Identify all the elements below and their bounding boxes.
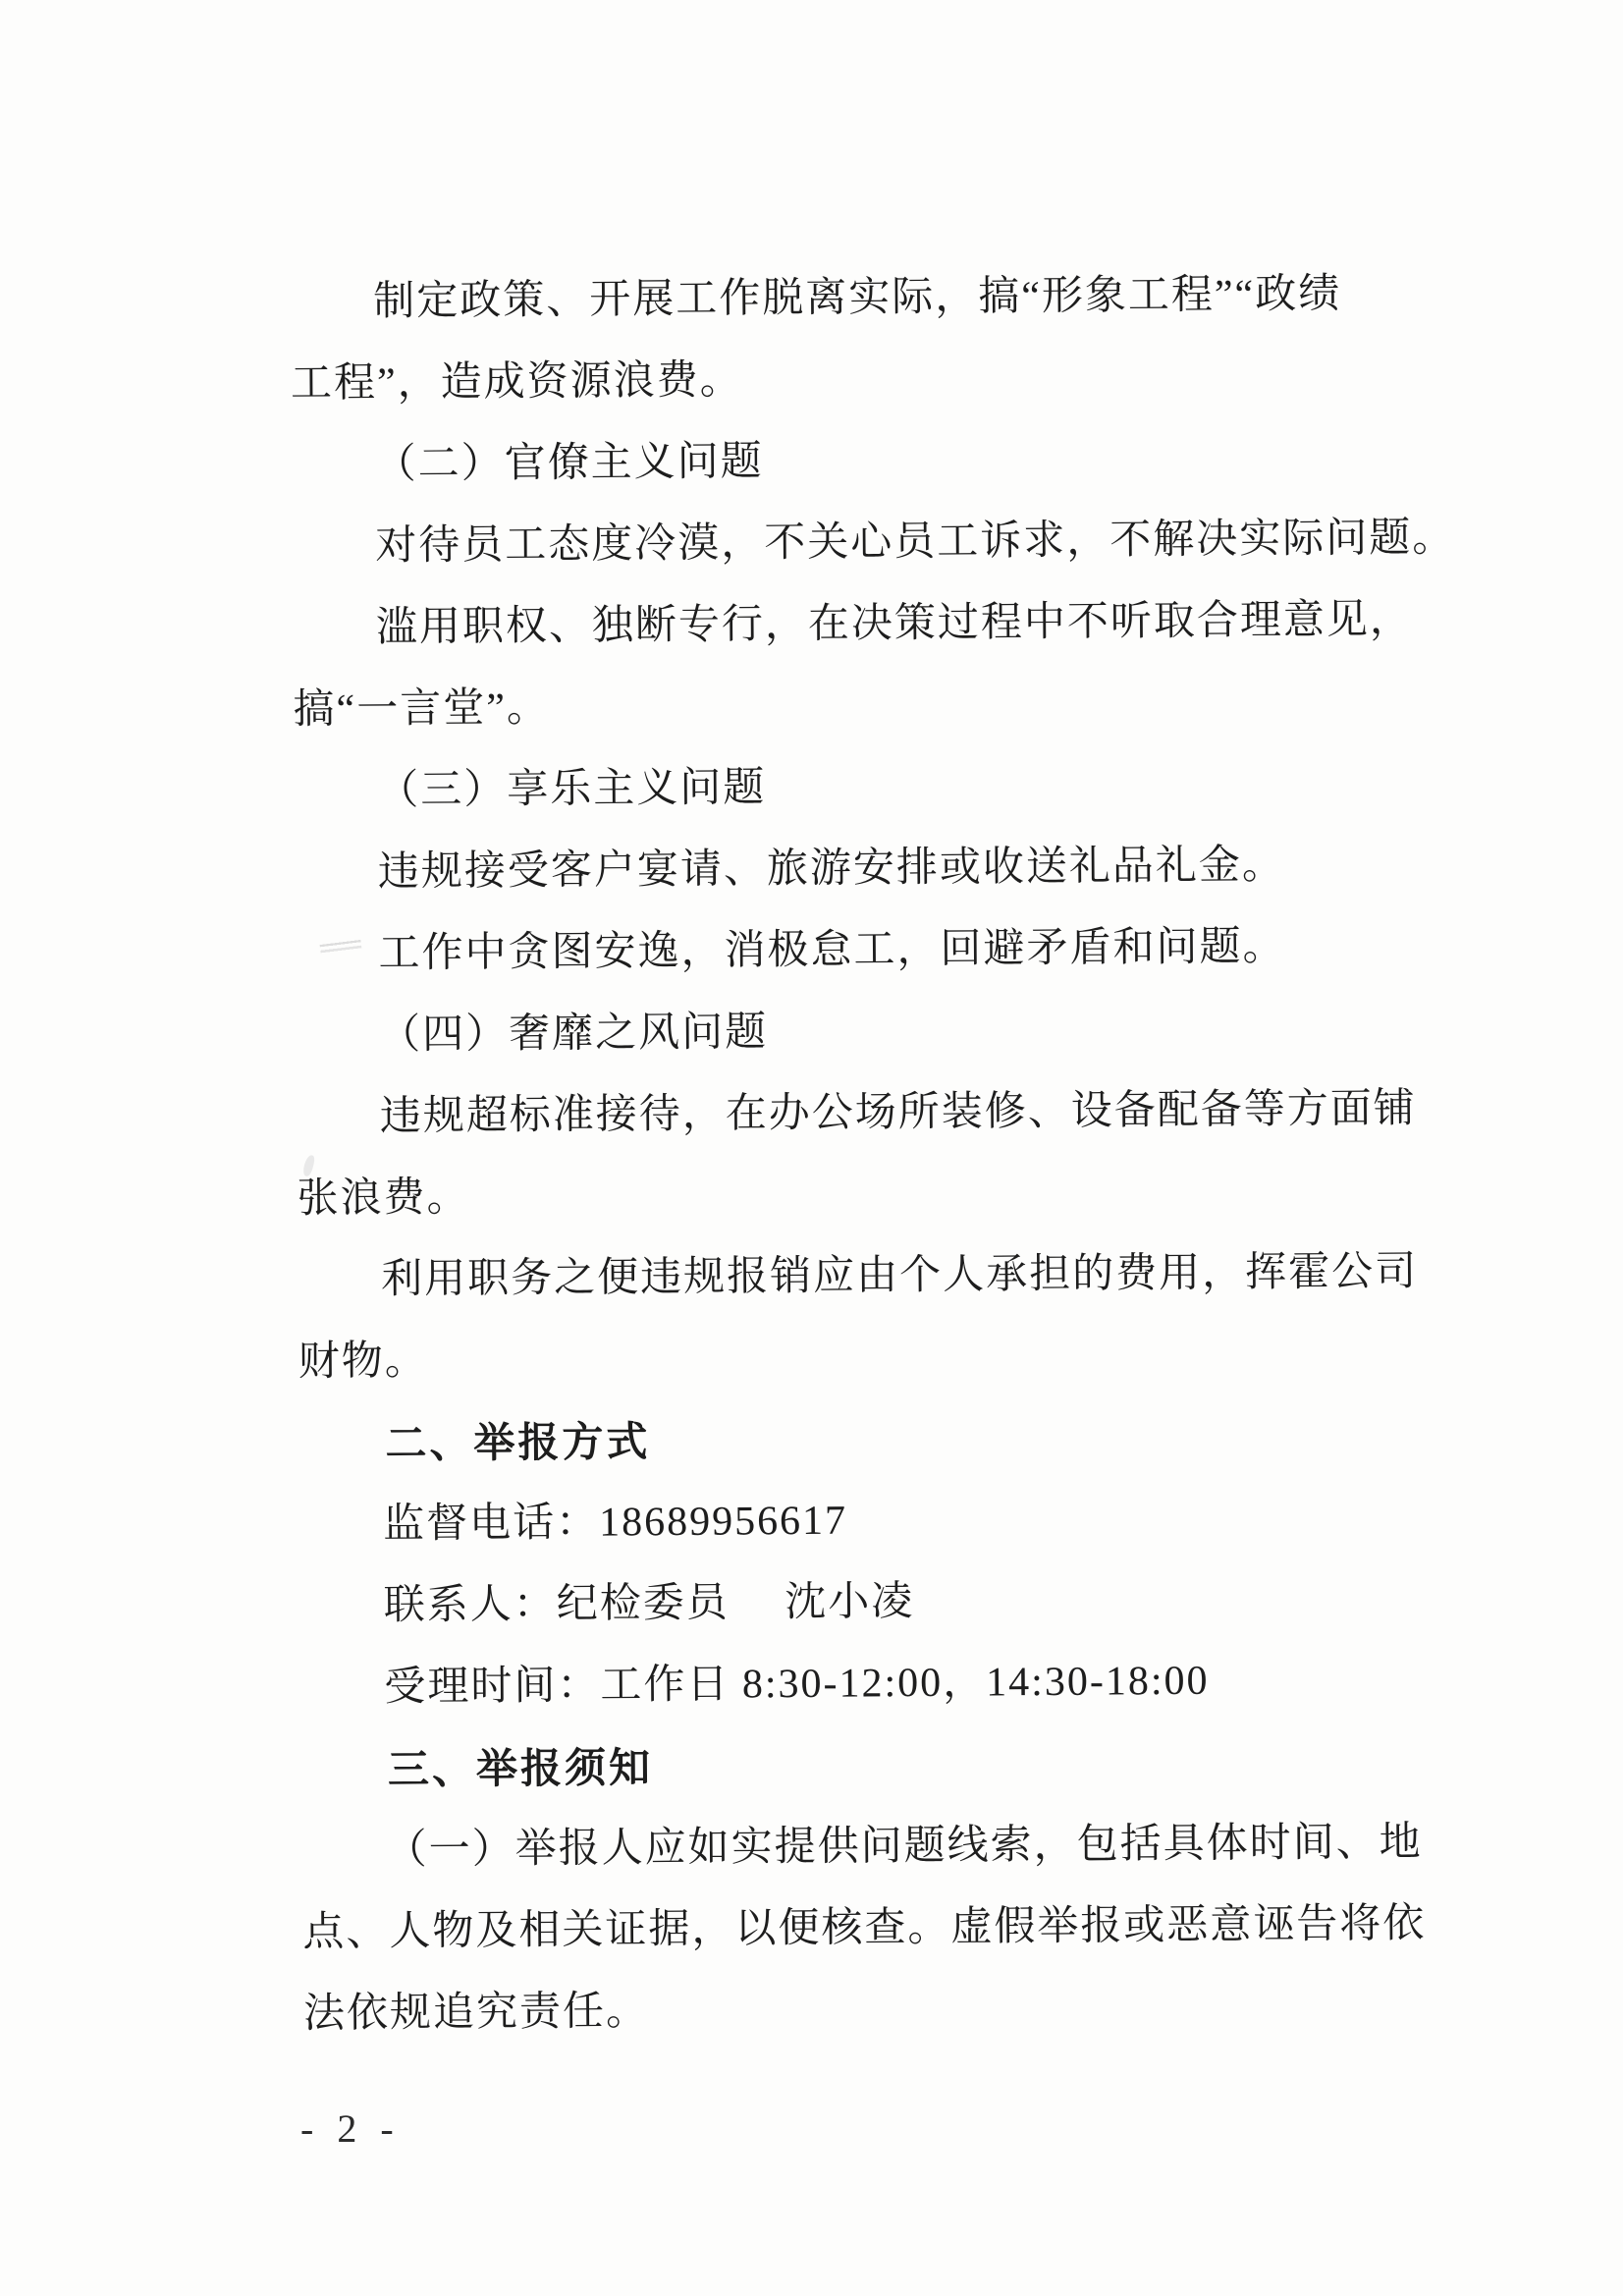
paragraph-line: 财物。 [298, 1338, 428, 1385]
subsection-title: （二）官僚主义问题 [374, 439, 764, 488]
paragraph-line: 点、人物及相关证据，以便核查。虚假举报或恶意诬告将依 [302, 1900, 1427, 1955]
paragraph-line: 滥用职权、独断专行，在决策过程中不听取合理意见， [375, 597, 1414, 651]
document-body [290, 252, 1509, 2055]
section-heading-report-method: 二、举报方式 [385, 1418, 651, 1467]
paragraph-line: 工程”，造成资源浪费。 [290, 357, 743, 407]
contact-person-line: 联系人：纪检委员 沈小凌 [383, 1579, 915, 1629]
paragraph-line: 制定政策、开展工作脱离实际，搞“形象工程”“政绩 [373, 271, 1342, 325]
footer-page-number: - 2 - [300, 2106, 401, 2151]
paragraph-line: 违规接受客户宴请、旅游安排或收送礼品礼金。 [377, 843, 1286, 896]
office-hours-line: 受理时间：工作日 8:30-12:00，14:30-18:00 [384, 1658, 1210, 1711]
paragraph-line: 搞“一言堂”。 [293, 684, 551, 733]
paragraph-line: 张浪费。 [297, 1175, 470, 1222]
subsection-title: （四）奢靡之风问题 [379, 1010, 769, 1059]
paragraph-line: 对待员工态度冷漠，不关心员工诉求，不解决实际问题。 [375, 515, 1456, 570]
subsection-title: （三）享乐主义问题 [377, 765, 767, 814]
paragraph-line: （一）举报人应如实提供问题线索，包括具体时间、地 [385, 1819, 1423, 1874]
paragraph-line: 法依规追究责任。 [302, 1989, 650, 2037]
section-heading-report-notice: 三、举报须知 [387, 1744, 654, 1793]
paragraph-line: 工作中贪图安逸，消极怠工，回避矛盾和问题。 [378, 924, 1286, 977]
paragraph-line: 利用职务之便违规报销应由个人承担的费用，挥霍公司 [380, 1249, 1419, 1303]
hotline-phone-line: 监督电话：18689956617 [382, 1498, 848, 1548]
paragraph-line: 违规超标准接待，在办公场所装修、设备配备等方面铺 [379, 1086, 1418, 1140]
